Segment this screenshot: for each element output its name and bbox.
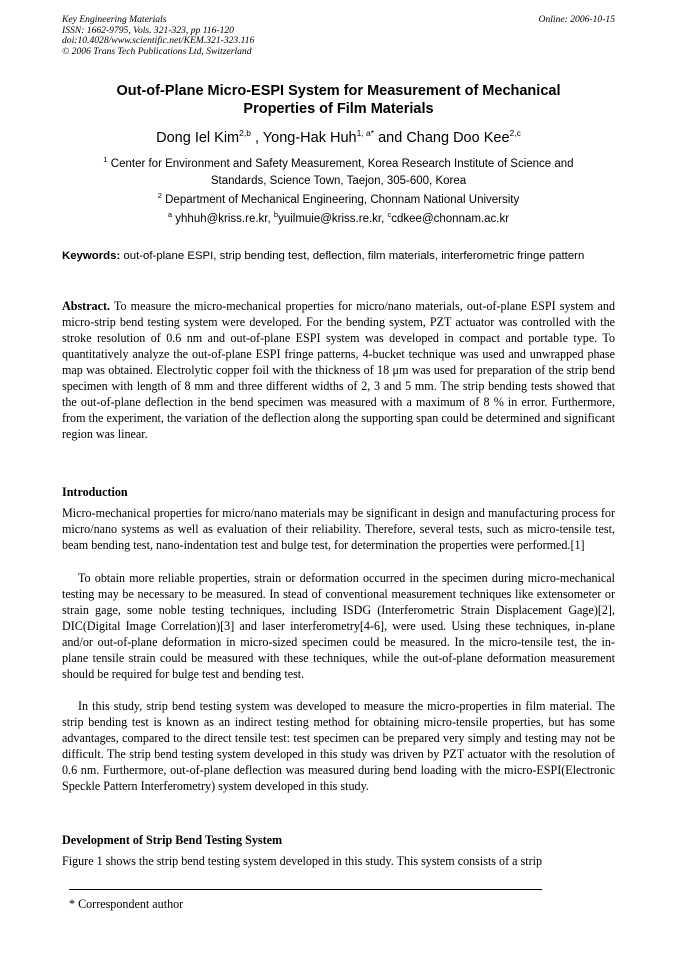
affiliation-2 [62, 192, 615, 209]
email-c: cdkee@chonnam.ac.kr [391, 213, 510, 225]
copyright-line: © 2006 Trans Tech Publications Ltd, Switzerland [62, 45, 252, 57]
online-date: Online: 2006-10-15 [538, 14, 615, 25]
footnote-divider [69, 889, 542, 890]
affiliation-2-text: Department of Mechanical Engineering, Chonnam National University [161, 194, 520, 206]
paper-title [62, 82, 615, 118]
title-line-2: Properties of Film Materials [243, 101, 434, 117]
email-b: yuilmuie@kriss.re.kr, [278, 213, 388, 225]
abstract-text: To measure the micro-mechanical properties for micro/nano materials, out-of-plane ESPI system and micro-strip bend testing system were developed. For the bending system, PZT actuator was controlled with the stroke resolution of 0.6 nm and out-of-plane ESPI system was developed in compact and portable type. To quantitatively analyze the out-of-plane ESPI fringe patterns, 4-bucket technique was used and unwrapped phase map was obtained. Electrolytic copper foil with the thickness of 18 μm was used for preparation of the strip bend specimen with length of 8 mm and three different widths of 2, 3 and 5 mm. The strip bending tests showed that the out-of-plane deflection in the bend specimen was measured with a maximum of 8 % in error. Furthermore, from the experiment, the variation of the deflection along the supporting span could be determined and significant region was linear. [62, 299, 615, 442]
keywords-text: out-of-plane ESPI, strip bending test, deflection, film materials, interferometric fringe pattern [120, 250, 585, 262]
author-2: , Yong-Hak Huh [250, 130, 357, 146]
author-1-affil: 2,b [239, 128, 251, 138]
author-emails [62, 211, 615, 228]
development-heading: Development of Strip Bend Testing System [62, 833, 283, 847]
journal-name: Key Engineering Materials [62, 14, 167, 25]
email-a-marker: a [167, 210, 173, 219]
affiliation-1-line-1: Center for Environment and Safety Measurement, Korea Research Institute of Science and [107, 158, 574, 170]
keywords-label: Keywords: [62, 250, 121, 262]
journal-header [62, 15, 615, 57]
affiliation-2-marker: 2 [157, 191, 162, 200]
email-b-marker: b [273, 210, 279, 219]
affiliation-1-marker: 1 [103, 155, 108, 164]
author-3-affil: 2,c [509, 128, 521, 138]
introduction-paragraph-2: To obtain more reliable properties, strain or deformation occurred in the specimen during micro-mechanical testing may be necessary to be measured. In stead of conventional measurement techniques like extensometer or strain gage, some noble testing techniques, including ISDG (Interferometric Strain Displacement Gage)[2], DIC(Digital Image Correlation)[3] and laser interferometry[4-6], were used. Using these techniques, in-plane and/or out-of-plane deformation in micro-sized specimen could be measured. In the micro-tensile test, the in-plane tensile strain could be measured with these techniques, while the out-of-plane deformation measurement should be required for bulge test and bending test. [62, 571, 615, 682]
author-list [62, 129, 615, 147]
development-paragraph-1: Figure 1 shows the strip bend testing system developed in this study. This system consists of a strip [62, 854, 543, 868]
author-3: and Chang Doo Kee [374, 130, 510, 146]
footnote: * Correspondent author [69, 897, 184, 911]
introduction-heading: Introduction [62, 485, 128, 499]
introduction-paragraph-1: Micro-mechanical properties for micro/nano materials may be significant in design and manufacturing process for micro/nano systems as well as evaluation of their reliability. Therefore, several tests, such as micro-tensile test, beam bending test, nano-indentation test and bulge test, for determination the properties were performed.[1] [62, 506, 615, 553]
author-1: Dong Iel Kim [156, 130, 240, 146]
title-line-1: Out-of-Plane Micro-ESPI System for Measurement of Mechanical [116, 83, 561, 99]
abstract-label: Abstract. [62, 299, 111, 313]
doi-line: doi:10.4028/www.scientific.net/KEM.321-323.116 [62, 35, 255, 47]
author-2-affil: 1, a* [356, 128, 375, 138]
affiliation-1 [62, 156, 615, 189]
introduction-paragraph-3: In this study, strip bend testing system was developed to measure the micro-properties in film material. The strip bending test is known as an indirect testing method for obtaining micro-tensile properties, but has some advantages, compared to the direct tensile test: test specimen can be prepared very simply and testing may not be difficult. The strip bend testing system developed in this study was driven by PZT actuator with the resolution of 0.6 nm. Furthermore, out-of-plane deflection was measured during bend loading with the micro-ESPI(Electronic Speckle Pattern Interferometry) system developed in this study. [62, 699, 615, 794]
issn-line: ISSN: 1662-9795, Vols. 321-323, pp 116-120 [62, 24, 234, 36]
abstract [62, 298, 615, 442]
email-c-marker: c [387, 210, 392, 219]
affiliation-1-line-2: Standards, Science Town, Taejon, 305-600, Korea [210, 174, 467, 187]
email-a: yhhuh@kriss.re.kr, [172, 213, 274, 225]
keywords [62, 249, 615, 265]
